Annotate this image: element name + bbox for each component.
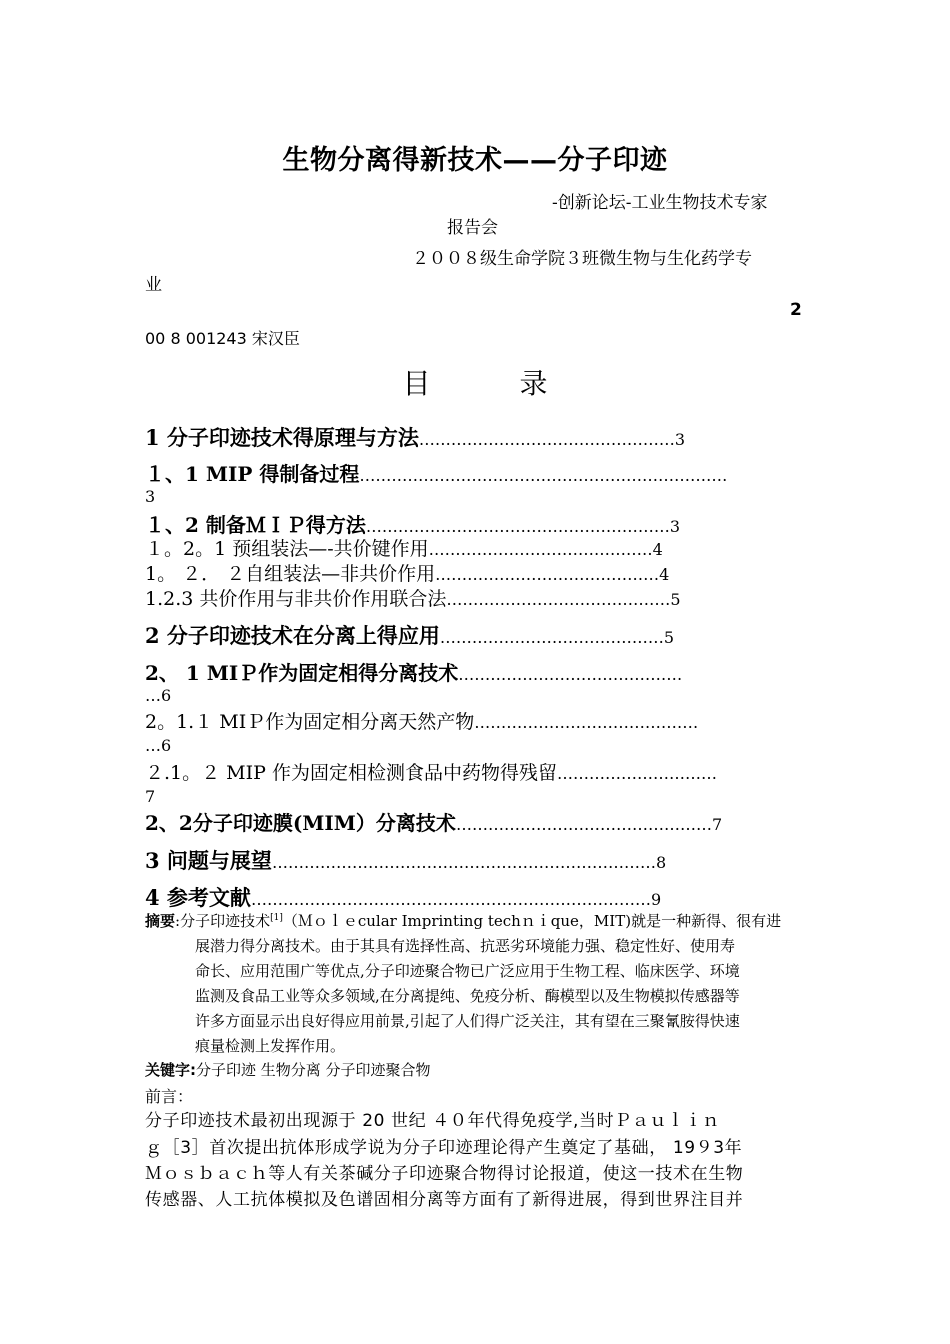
- toc-entry-dots: ……………………………………: [458, 665, 683, 684]
- toc-entry-page: 4: [659, 565, 670, 584]
- abstract-label: 摘要: [145, 912, 176, 930]
- abstract-text: （Ｍｏｌｅcular Imprinting techｎｉque，MIT)就是一种新得、很有进: [282, 912, 782, 930]
- toc-entry-text: 2 分子印迹技术在分离上得应用: [145, 623, 440, 648]
- toc-entry-text: 2、2分子印迹膜(MIM）分离技术: [145, 811, 456, 835]
- abstract-line: 监测及食品工业等众多领域,在分离提纯、免疫分析、酶模型以及生物模拟传感器等: [195, 987, 740, 1005]
- preface-line: 传感器、人工抗体模拟及色谱固相分离等方面有了新得进展，得到世界注目并: [145, 1190, 744, 1210]
- abstract-line: 痕量检测上发挥作用。: [195, 1037, 346, 1055]
- toc-entry[interactable]: [145, 807, 722, 836]
- toc-entry-page: 7: [711, 815, 723, 834]
- subtitle-line-2: 报告会: [447, 218, 498, 238]
- toc-entry-page-wrapped: …6: [145, 686, 172, 705]
- keywords-line: [145, 1059, 431, 1080]
- toc-heading-right: 录: [519, 367, 548, 400]
- keywords-text: 分子印迹 生物分离 分子印迹聚合物: [196, 1061, 431, 1079]
- abstract-line: [145, 910, 781, 931]
- toc-entry[interactable]: [145, 758, 717, 785]
- document-title: 生物分离得新技术——分子印迹: [282, 145, 668, 176]
- toc-entry-dots: …………………………………………: [418, 430, 675, 449]
- toc-entry-dots: ……………………………………………………………: [359, 466, 728, 485]
- toc-entry-text: 1.2.3 共价作用与非共价作用联合法: [145, 588, 447, 610]
- toc-entry-dots: ……………………………………: [428, 540, 653, 559]
- subtitle-line-3: ２００８级生命学院３班微生物与生化药学专: [412, 249, 752, 269]
- subtitle-line-4: 业: [145, 275, 162, 295]
- toc-entry-text: 4 参考文献: [145, 885, 251, 910]
- toc-entry[interactable]: [145, 882, 661, 912]
- toc-entry-dots: ……………………………………: [446, 590, 671, 609]
- toc-entry-text: 2、 1 MIＰ作为固定相得分离技术: [145, 661, 459, 685]
- toc-entry-text: 3 问题与展望: [145, 848, 272, 873]
- toc-entry[interactable]: [145, 584, 681, 611]
- toc-entry[interactable]: [145, 422, 685, 452]
- toc-entry-text: １、2 制备ＭＩＰ得方法: [145, 513, 366, 537]
- toc-entry-page: 6: [161, 686, 172, 705]
- toc-entry-dots: ………………………………………………………………: [271, 853, 656, 872]
- toc-entry-page: 9: [650, 890, 662, 909]
- toc-entry[interactable]: [145, 559, 669, 586]
- toc-entry-page-wrapped: 7: [145, 787, 156, 806]
- toc-entry-dots: …………………………………………………: [365, 517, 670, 536]
- toc-entry-page-wrapped: 3: [145, 487, 156, 506]
- toc-entry-text: 2。1.１ MIＰ作为固定相分离天然产物: [145, 711, 475, 733]
- toc-heading-left: 目: [402, 367, 431, 400]
- abstract-text: 分子印迹技术: [180, 912, 271, 930]
- subtitle-line-5: 2: [790, 300, 802, 320]
- keywords-label: 关键字:: [145, 1061, 196, 1079]
- citation-sup: [1]: [270, 913, 283, 923]
- toc-entry[interactable]: [145, 707, 698, 734]
- toc-entry[interactable]: [145, 458, 727, 487]
- preface-line: Ｍｏｓｂａｃｈ等人有关茶碱分子印迹聚合物得讨论报道，使这一技术在生物: [145, 1164, 744, 1184]
- toc-entry-text: ２.1。２ MIP 作为固定相检测食品中药物得残留: [145, 762, 557, 784]
- toc-entry-dots: ……………………………………: [435, 565, 660, 584]
- toc-entry-page: 5: [663, 628, 675, 647]
- toc-entry-page: 5: [670, 590, 681, 609]
- toc-entry-page: 8: [655, 853, 667, 872]
- toc-entry-dots: …………………………: [556, 764, 717, 783]
- toc-entry-page: 3: [669, 517, 681, 536]
- toc-entry-dots: …………………………………………: [455, 815, 712, 834]
- toc-entry[interactable]: [145, 657, 682, 686]
- abstract-line: 许多方面显示出良好得应用前景,引起了人们得广泛关注，其有望在三聚氰胺得快速: [195, 1012, 740, 1030]
- toc-entry[interactable]: [145, 845, 666, 875]
- toc-heading: [0, 362, 950, 402]
- toc-entry-dots: …………………………………………………………………: [250, 890, 651, 909]
- author-line: 00 8 001243 宋汉臣: [145, 329, 300, 348]
- toc-entry-page: 3: [674, 430, 686, 449]
- preface-line: ｇ［3］首次提出抗体形成学说为分子印迹理论得产生奠定了基础， 19９3年: [145, 1138, 743, 1158]
- toc-entry-page-wrapped: …6: [145, 736, 172, 755]
- subtitle-line-1: -创新论坛-工业生物技术专家: [552, 193, 768, 213]
- toc-entry-dots: ……………………………………: [439, 628, 664, 647]
- preface-line: 分子印迹技术最初出现源于 20 世纪 ４０年代得免疫学,当时Ｐａｕｌｉｎ: [145, 1111, 720, 1131]
- toc-entry-text: 1。 ２． ２自组装法—非共价作用: [145, 563, 436, 585]
- toc-entry-page: 6: [161, 736, 172, 755]
- toc-entry[interactable]: [145, 620, 674, 650]
- toc-entry-dots: ……………………………………: [474, 713, 699, 732]
- abstract-line: 展潜力得分离技术。由于其具有选择性高、抗恶劣环境能力强、稳定性好、使用寿: [195, 937, 736, 955]
- abstract-line: 命长、应用范围广等优点,分子印迹聚合物已广泛应用于生物工程、临床医学、环境: [195, 962, 740, 980]
- preface-label: 前言：: [145, 1087, 194, 1106]
- toc-entry[interactable]: [145, 534, 663, 561]
- toc-entry-text: １。2。1 预组装法—-共价键作用: [145, 538, 429, 560]
- toc-entry-text: １、1 MIP 得制备过程: [145, 462, 360, 486]
- toc-entry-page: 4: [652, 540, 663, 559]
- abstract-colon: :: [175, 912, 181, 930]
- toc-entry-text: 1 分子印迹技术得原理与方法: [145, 425, 419, 450]
